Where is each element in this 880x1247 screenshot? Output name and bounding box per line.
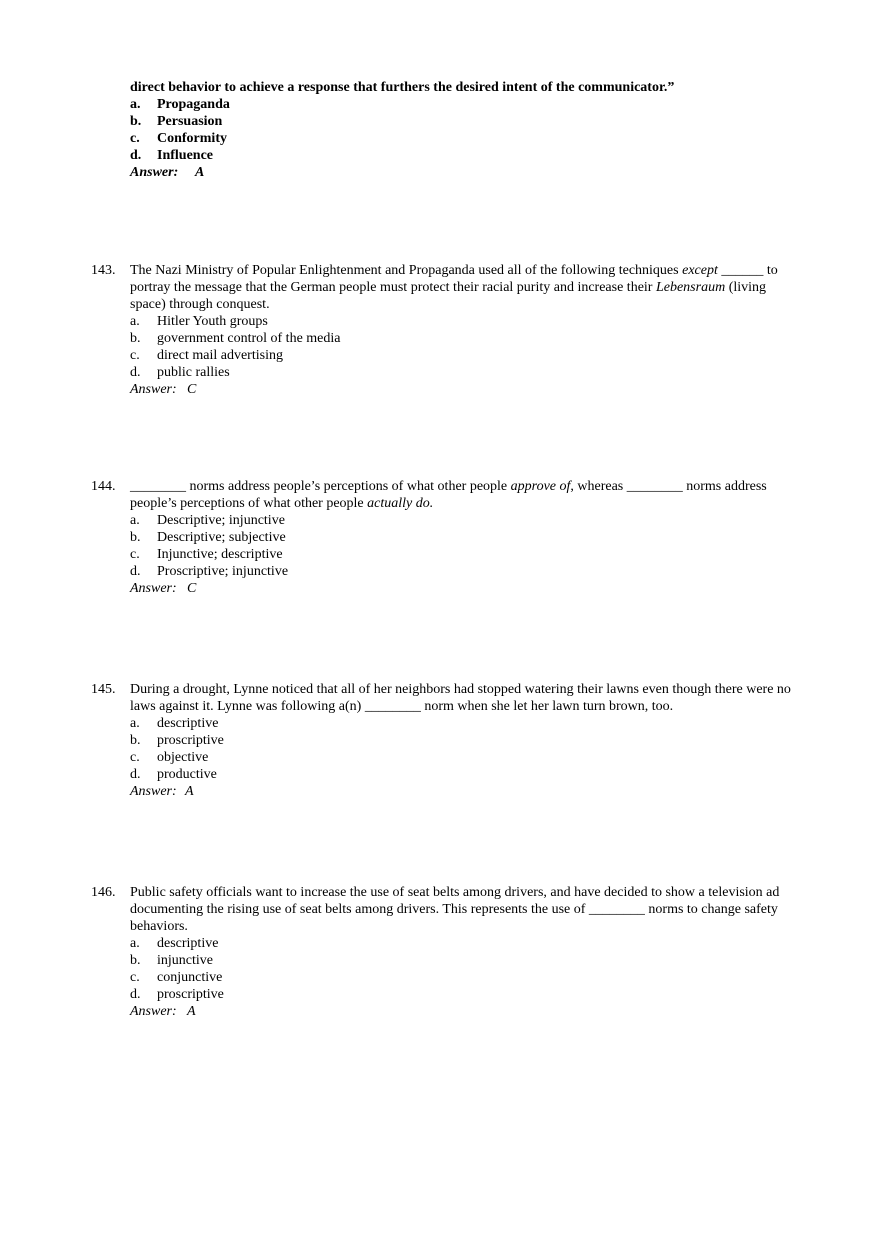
option-letter: b.	[130, 733, 141, 748]
option-text: Descriptive; injunctive	[157, 513, 285, 528]
question-144	[91, 478, 791, 597]
answer-label: Answer:	[130, 784, 177, 799]
option-b	[130, 529, 791, 546]
option-letter: b.	[130, 331, 141, 346]
option-text: descriptive	[157, 716, 219, 731]
answer-label: Answer:	[130, 581, 177, 596]
question-143-stem	[130, 262, 791, 313]
question-146-stem: Public safety officials want to increase the use of seat belts among drivers, and have decided to show a television ad documenting the rising use of seat belts among drivers. This represents the use of ________ norms to change safety behaviors.	[130, 885, 780, 934]
option-text: objective	[157, 750, 209, 765]
question-number: 146.	[91, 885, 116, 900]
answer-value: A	[185, 784, 194, 799]
option-letter: c.	[130, 547, 140, 562]
option-letter: a.	[130, 513, 140, 528]
question-146	[91, 884, 791, 1020]
option-letter: a.	[130, 97, 141, 112]
option-letter: c.	[130, 970, 140, 985]
option-letter: d.	[130, 987, 141, 1002]
option-text: descriptive	[157, 936, 219, 951]
option-letter: a.	[130, 314, 140, 329]
option-a	[130, 313, 791, 330]
question-142	[91, 79, 791, 181]
option-text: productive	[157, 767, 217, 782]
option-letter: d.	[130, 564, 141, 579]
answer-line	[130, 164, 791, 181]
answer-value: C	[187, 382, 197, 397]
option-text: injunctive	[157, 953, 213, 968]
question-145-stem: During a drought, Lynne noticed that all of her neighbors had stopped watering their lawns even though there were no laws against it. Lynne was following a(n) ________ norm when she let her lawn turn brown, too.	[130, 682, 791, 714]
option-letter: b.	[130, 953, 141, 968]
option-letter: a.	[130, 936, 140, 951]
stem-emphasis: except	[682, 263, 718, 278]
stem-text: ______ to portray the message that the German people must protect their racial purity and increase their	[130, 263, 778, 295]
stem-text: , whereas ________ norms address people’s perceptions of what other people	[130, 479, 767, 511]
answer-line	[130, 783, 791, 800]
option-letter: d.	[130, 365, 141, 380]
option-a	[130, 935, 791, 952]
answer-line	[130, 381, 791, 398]
answer-value: A	[187, 1004, 196, 1019]
question-144-stem	[130, 478, 791, 512]
option-d	[130, 364, 791, 381]
option-c	[130, 546, 791, 563]
option-text: government control of the media	[157, 331, 341, 346]
answer-line	[130, 1003, 791, 1020]
option-d	[130, 147, 791, 164]
question-142-stem: direct behavior to achieve a response that furthers the desired intent of the communicator.”	[130, 80, 675, 95]
question-number: 144.	[91, 479, 116, 494]
option-text: public rallies	[157, 365, 230, 380]
option-text: Persuasion	[157, 114, 223, 129]
stem-text: (living space) through conquest.	[130, 280, 767, 312]
answer-value: A	[195, 165, 205, 180]
option-b	[130, 732, 791, 749]
question-number: 143.	[91, 263, 116, 278]
option-letter: d.	[130, 148, 142, 163]
stem-text: ________ norms address people’s perceptions of what other people	[130, 479, 511, 494]
option-text: Descriptive; subjective	[157, 530, 286, 545]
stem-text: The Nazi Ministry of Popular Enlightenment and Propaganda used all of the following techniques	[130, 263, 683, 278]
option-b	[130, 330, 791, 347]
option-d	[130, 986, 791, 1003]
answer-value: C	[187, 581, 197, 596]
option-d	[130, 766, 791, 783]
option-a	[130, 96, 791, 113]
question-145	[91, 681, 791, 800]
option-letter: c.	[130, 348, 140, 363]
answer-line	[130, 580, 791, 597]
option-text: direct mail advertising	[157, 348, 283, 363]
option-letter: a.	[130, 716, 140, 731]
option-text: Proscriptive; injunctive	[157, 564, 289, 579]
option-letter: b.	[130, 114, 142, 129]
option-text: Conformity	[157, 131, 227, 146]
option-d	[130, 563, 791, 580]
option-letter: c.	[130, 131, 140, 146]
option-letter: c.	[130, 750, 140, 765]
answer-label: Answer:	[130, 1004, 177, 1019]
answer-label: Answer:	[130, 382, 177, 397]
option-text: conjunctive	[157, 970, 223, 985]
option-c	[130, 749, 791, 766]
option-a	[130, 715, 791, 732]
option-text: proscriptive	[157, 987, 224, 1002]
question-143	[91, 262, 791, 398]
option-c	[130, 130, 791, 147]
option-text: Propaganda	[157, 97, 230, 112]
answer-label: Answer:	[130, 165, 179, 180]
option-c	[130, 347, 791, 364]
option-b	[130, 952, 791, 969]
option-letter: b.	[130, 530, 141, 545]
option-text: Influence	[157, 148, 213, 163]
option-text: Injunctive; descriptive	[157, 547, 283, 562]
option-b	[130, 113, 791, 130]
stem-emphasis: Lebensraum	[655, 280, 726, 295]
option-c	[130, 969, 791, 986]
option-text: Hitler Youth groups	[157, 314, 268, 329]
question-number: 145.	[91, 682, 116, 697]
option-text: proscriptive	[157, 733, 224, 748]
option-a	[130, 512, 791, 529]
stem-emphasis: approve of	[510, 479, 571, 494]
option-letter: d.	[130, 767, 141, 782]
stem-emphasis: actually do.	[367, 496, 434, 511]
